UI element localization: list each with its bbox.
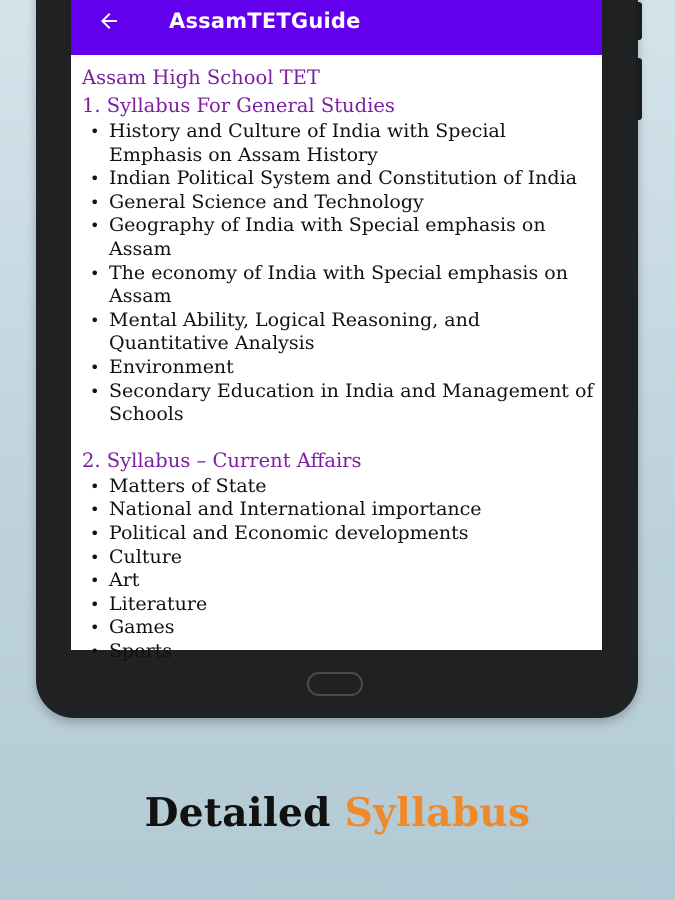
section-title-general-studies: 1. Syllabus For General Studies <box>82 94 395 117</box>
current-affairs-list <box>82 475 594 664</box>
list-item: • Culture <box>90 545 183 568</box>
general-studies-list <box>82 120 594 427</box>
home-button[interactable] <box>307 672 363 696</box>
list-item: • Art <box>90 569 140 592</box>
caption-word-syllabus: Syllabus <box>344 790 531 836</box>
list-item: • Secondary Education in India and Management of Schools <box>90 379 594 426</box>
list-item: • Games <box>90 616 175 639</box>
page-heading: Assam High School TET <box>82 66 320 89</box>
list-item: • History and Culture of India with Special Emphasis on Assam History <box>90 120 506 166</box>
app-title: AssamTETGuide <box>169 8 361 33</box>
syllabus-content <box>82 64 594 663</box>
volume-button <box>636 2 642 40</box>
list-item: • General Science and Technology <box>90 190 424 213</box>
list-item: • Sports <box>90 639 173 662</box>
promo-caption <box>0 790 675 836</box>
list-item: • Literature <box>90 592 208 615</box>
list-item: • Indian Political System and Constitution of India <box>90 167 577 190</box>
list-item: • The economy of India with Special emphasis on Assam <box>90 261 568 308</box>
list-item: • Political and Economic developments <box>90 521 469 544</box>
list-item: • Environment <box>90 355 234 378</box>
caption-word-detailed: Detailed <box>144 790 331 836</box>
arrow-left-icon[interactable] <box>95 7 123 35</box>
section-title-current-affairs: 2. Syllabus – Current Affairs <box>82 448 362 472</box>
power-button <box>636 58 642 120</box>
app-bar <box>71 0 602 55</box>
app-screen <box>71 0 602 662</box>
list-item: • Matters of State <box>90 474 267 497</box>
list-item: • National and International importance <box>90 498 482 521</box>
list-item: • Mental Ability, Logical Reasoning, and Quantitative Analysis <box>90 308 481 355</box>
list-item: • Geography of India with Special emphasis on Assam <box>90 214 546 260</box>
